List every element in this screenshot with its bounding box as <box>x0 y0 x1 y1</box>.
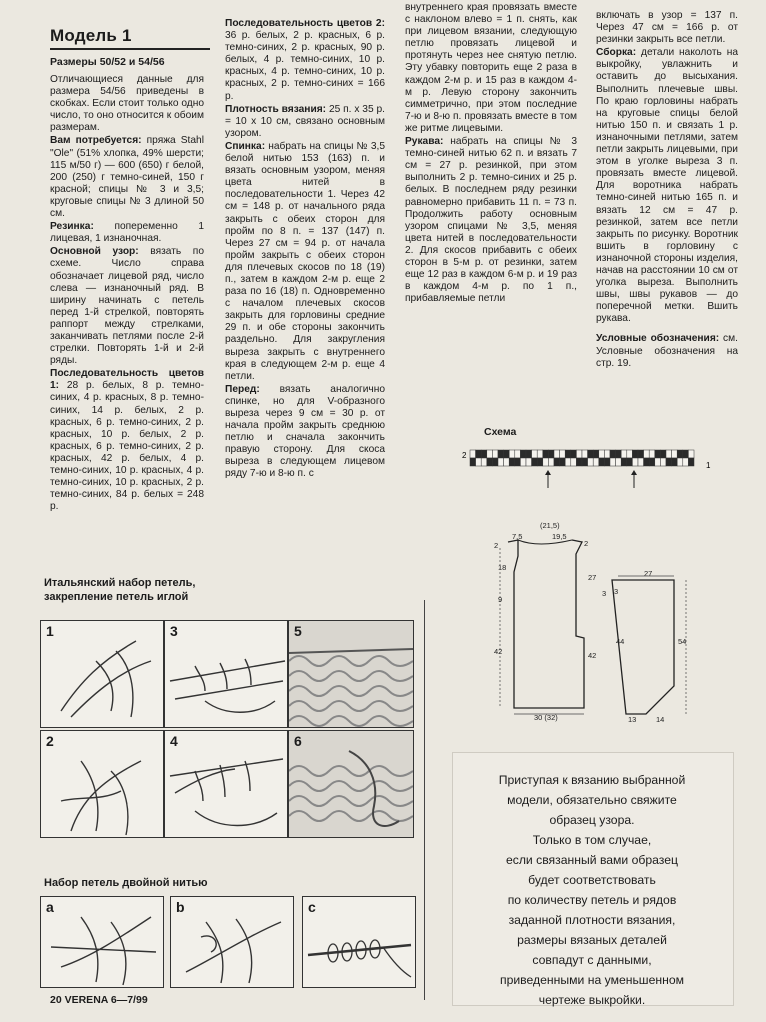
chart-cell <box>688 450 694 458</box>
knit-swatch-5 <box>289 621 413 727</box>
chart-cell <box>677 458 683 466</box>
italian-title-line2: закрепление петель иглой <box>44 591 189 603</box>
chart-cell <box>672 458 678 466</box>
sleeve-mid: 44 <box>616 637 625 646</box>
chart-cell <box>666 458 672 466</box>
double-title: Набор петель двойной нитью <box>44 877 208 889</box>
notice-text <box>462 770 722 1010</box>
chart-cell <box>604 450 610 458</box>
chart-cell <box>554 450 560 458</box>
legend-paragraph <box>596 333 738 369</box>
notice-line: заданной плотности вязания, <box>508 913 676 927</box>
materials-label: Вам потребуется: <box>50 135 142 147</box>
chart-cell <box>683 458 689 466</box>
notice-line: образец узора. <box>549 813 635 827</box>
front-text: вязать аналогично спинке, но для V-образного выреза через 9 см = 30 р. от начала пройм закрыть среднюю петлю и сначала закончить правую сторону. Для скоса выреза в следующем лицевом ряду 7-ю и 8-ю п. с <box>225 383 385 480</box>
chart-cell <box>621 450 627 458</box>
front-paragraph <box>225 384 385 481</box>
italian-title <box>44 576 195 604</box>
chart-cell <box>655 450 661 458</box>
chart-cell <box>509 458 515 466</box>
text-column-4 <box>596 10 738 371</box>
hand-needle-sketch-2 <box>41 731 163 837</box>
chart-cell <box>638 450 644 458</box>
chart-row-right: 1 <box>706 461 711 470</box>
chart-cell <box>504 450 510 458</box>
back-right-3: 3 <box>602 589 607 598</box>
back-right-2: 27 <box>588 573 597 582</box>
back-bottom: 30 (32) <box>534 713 558 722</box>
back-right-4: 42 <box>588 651 597 660</box>
chart-cell <box>498 450 504 458</box>
title-rule <box>50 48 210 50</box>
chart-cell <box>492 450 498 458</box>
back-side-2: 18 <box>498 563 507 572</box>
needle-loops-sketch-c <box>303 897 415 987</box>
step-5-photo <box>288 620 414 728</box>
chart-cell <box>554 458 560 466</box>
text-column-2 <box>225 18 385 482</box>
seq2-paragraph <box>225 18 385 103</box>
chart-cell <box>520 458 526 466</box>
chart-cell <box>683 450 689 458</box>
chart-cell <box>504 458 510 466</box>
back-top-a: 7,5 <box>512 532 523 541</box>
notice-line: модели, обязательно свяжите <box>507 793 677 807</box>
chart-cell <box>571 458 577 466</box>
chart-cell <box>666 450 672 458</box>
chart-cell <box>588 450 594 458</box>
chart-cell <box>649 458 655 466</box>
sleeves-cont-paragraph: включать в узор = 137 п. Через 47 см = 166 р. от резинки закрыть все петли. <box>596 10 738 46</box>
chart-cell <box>644 458 650 466</box>
column-divider <box>424 600 425 1000</box>
hand-needle-sketch-1 <box>41 621 163 727</box>
chart-cell <box>677 450 683 458</box>
chart-cell <box>621 458 627 466</box>
notice-line: Только в том случае, <box>532 833 652 847</box>
chart-cell <box>470 458 476 466</box>
step-a-number: a <box>46 899 54 915</box>
chart-cell <box>548 458 554 466</box>
chart-cell <box>481 450 487 458</box>
notice-line: если связанный вами образец <box>505 853 679 867</box>
back-side-3: 9 <box>498 595 503 604</box>
step-3-illustration <box>164 620 288 728</box>
pattern-text: вязать по схеме. Число справа обозначает лицевой ряд, число слева — изнаночный ряд. В ширину начинать с петель перед 1-й стрелкой, повторять раппорт между стрелками, заканчивать петлями после 2-й стрелки. Повторять 1-й и 2-й ряды. <box>50 246 204 367</box>
notice-line: совпадут с данными, <box>532 953 652 967</box>
assembly-text: детали наколоть на выкройку, увлажнить и оставить до высыхания. Выполнить плечевые швы. По краю горловины набрать на круговые спицы белой нитью 150 п. и связать 1 р. изнаночными петлями, затем петли закрыть лицевыми, при этом в уголке выреза 3 п. провязать вместе лицевой. Для воротника набрать темно-синей нитью 165 п. и вязать 12 см = 47 р. резинкой, затем все петли закрыть по рисунку. Воротник вшить в горловину с изнаночной стороны изделия, начав на расстоянии 10 см от уголка выреза. Выполнить швы, швы рукавов — до поперечной метки. Вшить рукава. <box>596 47 738 325</box>
chart-cell <box>543 458 549 466</box>
rib-text: попеременно 1 лицевая, 1 изнаночная. <box>50 221 204 245</box>
step-1-illustration <box>40 620 164 728</box>
chart-cell <box>537 458 543 466</box>
density-text: 25 п. х 35 р. = 10 х 10 см, связано основным узором. <box>225 103 385 139</box>
rib-paragraph <box>50 221 204 245</box>
chart-cell <box>526 450 532 458</box>
chart-cell <box>660 450 666 458</box>
chart-cell <box>593 458 599 466</box>
chart-cell <box>632 450 638 458</box>
chart-cell <box>644 450 650 458</box>
chart-cell <box>599 458 605 466</box>
density-label: Плотность вязания: <box>225 103 327 115</box>
colorwork-chart <box>458 446 718 492</box>
notice-line: будет соответствовать <box>528 873 656 887</box>
chart-cell <box>616 450 622 458</box>
step-6-number: 6 <box>294 733 302 749</box>
chart-cell <box>660 458 666 466</box>
back-side-4: 42 <box>494 647 503 656</box>
pattern-paragraph <box>50 246 204 367</box>
step-3-number: 3 <box>170 623 178 639</box>
notice-line: по количеству петель и рядов <box>507 893 677 907</box>
chart-cell <box>627 450 633 458</box>
chart-cell <box>515 450 521 458</box>
sleeve-bottom-b: 14 <box>656 715 665 724</box>
sleeve-right: 54 <box>678 637 687 646</box>
step-4-illustration <box>164 730 288 838</box>
schema-title: Схема <box>484 426 517 438</box>
sleeve-outline <box>612 580 674 714</box>
chart-cell <box>638 458 644 466</box>
italian-title-line1: Итальянский набор петель, <box>44 577 196 589</box>
sleeves-label: Рукава: <box>405 136 444 148</box>
assembly-label: Сборка: <box>596 47 637 59</box>
step-b-illustration <box>170 896 294 988</box>
back-right-1: 2 <box>584 539 589 548</box>
chart-cell <box>487 458 493 466</box>
page-footer: 20 VERENA 6—7/99 <box>50 994 148 1006</box>
legend-label: Условные обозначения: <box>596 333 720 345</box>
chart-row-left: 2 <box>462 451 467 460</box>
chart-arrowhead-1 <box>545 470 551 475</box>
density-paragraph <box>225 104 385 140</box>
step-a-illustration <box>40 896 164 988</box>
text-column-1 <box>50 74 204 514</box>
step-5-number: 5 <box>294 623 302 639</box>
chart-cell <box>672 450 678 458</box>
chart-cell <box>593 450 599 458</box>
chart-cell <box>565 458 571 466</box>
back-label: Спинка: <box>225 140 266 152</box>
back-top-dim: (21,5) <box>540 521 560 530</box>
sizes-line: Размеры 50/52 и 54/56 <box>50 56 165 68</box>
chart-cell <box>543 450 549 458</box>
notice-line: чертеже выкройки. <box>538 993 646 1007</box>
step-b-number: b <box>176 899 185 915</box>
back-outline <box>508 540 584 708</box>
chart-cell <box>565 450 571 458</box>
step-2-illustration <box>40 730 164 838</box>
chart-cell <box>576 450 582 458</box>
chart-cell <box>582 458 588 466</box>
back-paragraph <box>225 141 385 383</box>
front-label: Перед: <box>225 383 260 395</box>
chart-cell <box>604 458 610 466</box>
notice-line: Приступая к вязанию выбранной <box>498 773 686 787</box>
intro-paragraph: Отличающиеся данные для размера 54/56 приведены в скобках. Если стоит только одно число, то оно относится к обоим размерам. <box>50 74 204 134</box>
materials-paragraph <box>50 135 204 220</box>
sleeve-left: 3 <box>614 587 619 596</box>
front-cont-paragraph: внутреннего края провязать вместе с наклоном влево = 1 п. снять, как при лицевом вязании, следующую петлю провязать лицевой и протянуть через нее снятую петлю. Эту убавку повторить еще 2 раза в каждом 2-м р. и 15 раз в каждом 4-м р. Левую сторону закончить симметрично, при этом последние 7-ю и 8-ю п. провязать вместе в том же ритме лицевыми. <box>405 2 577 134</box>
hand-needle-sketch-3 <box>165 621 287 727</box>
model-title: Модель 1 <box>50 26 132 45</box>
back-side-1: 2 <box>494 541 499 550</box>
chart-cell <box>515 458 521 466</box>
assembly-paragraph <box>596 47 738 325</box>
materials-text: пряжа Stahl "Ole" (51% хлопка, 49% шерсти; 115 м/50 г) — 600 (650) г белой, 200 (250) г темно-синей, 150 г красной; спицы № 3 и 3,5; круговые спицы № 3 длиной 50 см. <box>50 135 204 220</box>
text-column-3 <box>405 2 577 306</box>
step-c-number: c <box>308 899 316 915</box>
sleeve-top: 27 <box>644 569 653 578</box>
chart-cell <box>627 458 633 466</box>
chart-cell <box>537 450 543 458</box>
chart-cell <box>688 458 694 466</box>
chart-cell <box>655 458 661 466</box>
chart-cell <box>526 458 532 466</box>
step-6-photo <box>288 730 414 838</box>
legend-text: см. Условные обозначения на стр. 19. <box>596 333 738 369</box>
hand-thread-sketch-a <box>41 897 163 987</box>
sleeves-paragraph <box>405 136 577 305</box>
chart-cell <box>610 458 616 466</box>
chart-cell <box>470 450 476 458</box>
chart-cell <box>476 450 482 458</box>
chart-cell <box>492 458 498 466</box>
chart-cell <box>476 458 482 466</box>
chart-cell <box>571 450 577 458</box>
chart-cell <box>548 450 554 458</box>
back-text: набрать на спицы № 3,5 белой нитью 153 (163) п. и вязать основным узором, меняя цвета нитей в последовательности 1. Через 42 см = 148 р. от начального ряда закрыть с обеих сторон для пройм по 8 п. = 137 (147) п. Через 27 см = 94 р. от начала пройм закрыть с обеих сторон для плечевых скосов по 18 (19) п., затем в каждом 2-м р. еще 2 раза по 16 (18) п. Одновременно с началом плечевых скосов закрыть для горловины средние 29 п. и обе стороны закончить раздельно. Для закругления выреза закрыть с внутреннего края в следующем 2-м р. еще 4 петли. <box>225 140 385 382</box>
chart-cell <box>649 450 655 458</box>
back-top-b: 19,5 <box>552 532 567 541</box>
rib-label: Резинка: <box>50 221 94 233</box>
hand-needle-sketch-4 <box>165 731 287 837</box>
garment-schematic <box>478 518 708 730</box>
chart-cell <box>588 458 594 466</box>
sleeves-text: набрать на спицы № 3 темно-синей нитью 62 п. и вязать 7 см = 27 р. резинкой, при этом выполнить 2 р. темно-синих и 25 р. белых. В последнем ряду резинки равномерно прибавить 11 п. = 73 п. Продолжить работу основным узором спицами № 3,5, меняя цвета нитей в последовательности 2. Для скосов прибавить с обеих сторон в 5-м р. от резинки, затем еще 12 раз в каждом 6-м р. и 19 раз в каждом 4-м р. по 1 п., прибавляемые петли <box>405 136 577 305</box>
notice-line: размеры вязаных деталей <box>517 933 667 947</box>
chart-cell <box>487 450 493 458</box>
chart-cell <box>616 458 622 466</box>
seq1-paragraph <box>50 368 204 513</box>
pattern-label: Основной узор: <box>50 246 139 258</box>
chart-cell <box>582 450 588 458</box>
chart-cell <box>560 450 566 458</box>
chart-arrowhead-2 <box>631 470 637 475</box>
chart-cell <box>532 458 538 466</box>
chart-cells <box>470 450 694 466</box>
chart-cell <box>560 458 566 466</box>
notice-line: приведенными на уменьшенном <box>500 973 684 987</box>
chart-cell <box>532 450 538 458</box>
chart-cell <box>498 458 504 466</box>
sleeve-bottom-a: 13 <box>628 715 637 724</box>
chart-cell <box>632 458 638 466</box>
seq2-text: 36 р. белых, 2 р. красных, 6 р. темно-синих, 2 р. красных, 90 р. белых, 4 р. темно-синих, 10 р. красных, 4 р. темно-синих, 10 р. красных, 2 р. темно-синих = 166 р. <box>225 30 385 102</box>
seq1-text: 28 р. белых, 8 р. темно-синих, 4 р. красных, 8 р. темно-синих, 14 р. белых, 2 р. красных, 6 р. темно-синих, 2 р. красных, 10 р. белых, 2 р. красных, 6 р. темно-синих, 2 р. красных, 42 р. белых, 4 р. темно-синих, 10 р. красных, 4 р. темно-синих, 10 р. красных, 2 р. темно-синих, 84 р. белых = 248 р. <box>50 380 204 513</box>
step-c-illustration <box>302 896 416 988</box>
chart-cell <box>481 458 487 466</box>
hand-thread-sketch-b <box>171 897 293 987</box>
chart-cell <box>599 450 605 458</box>
step-1-number: 1 <box>46 623 54 639</box>
step-2-number: 2 <box>46 733 54 749</box>
seq2-label: Последовательность цветов 2: <box>225 18 385 29</box>
seq1-label: Последовательность цветов 1: <box>50 368 204 392</box>
chart-cell <box>509 450 515 458</box>
step-4-number: 4 <box>170 733 178 749</box>
chart-cell <box>520 450 526 458</box>
chart-cell <box>576 458 582 466</box>
chart-cell <box>610 450 616 458</box>
knit-swatch-6 <box>289 731 413 837</box>
